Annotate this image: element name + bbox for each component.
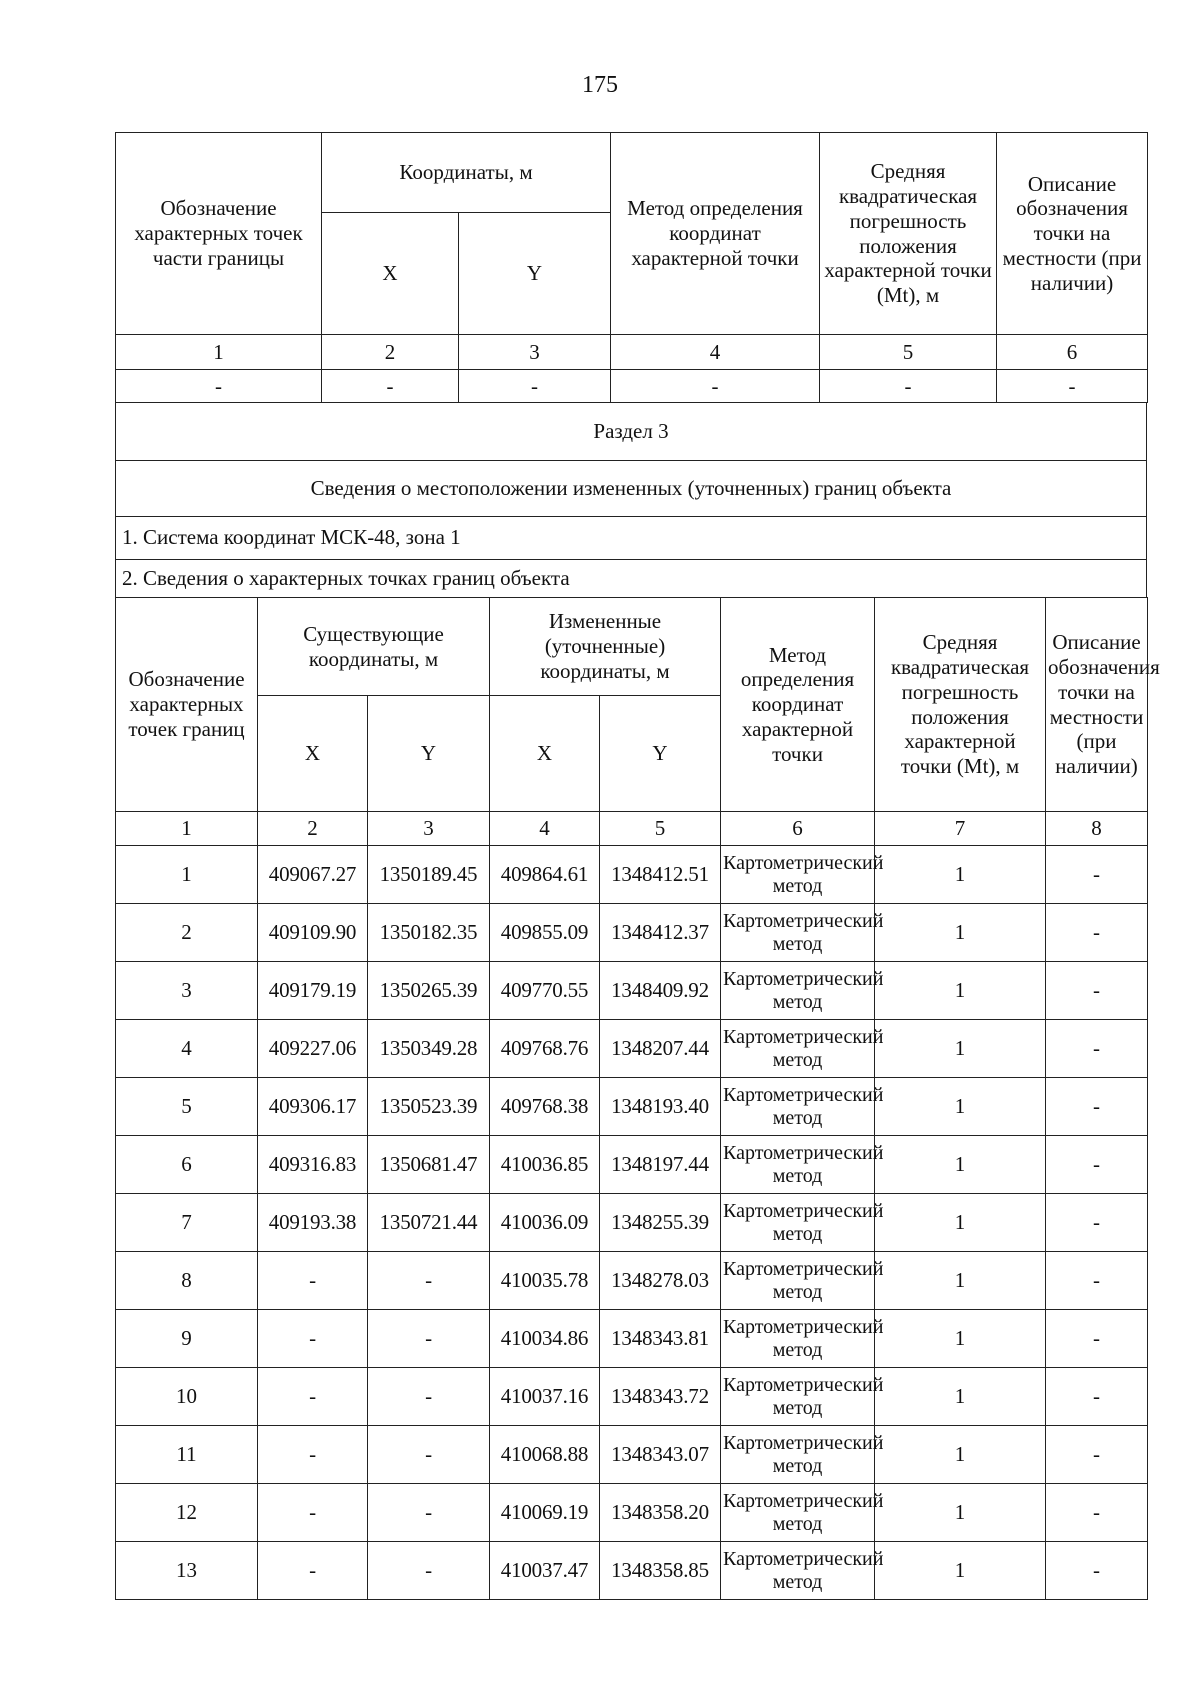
cell-existing-y: 1350523.39 — [368, 1078, 490, 1136]
cell-point-number: 11 — [116, 1426, 258, 1484]
cell-existing-y: 1350189.45 — [368, 846, 490, 904]
cell-changed-y: 1348412.37 — [600, 904, 721, 962]
cell-existing-x: 409179.19 — [258, 962, 368, 1020]
cell-point-number: 8 — [116, 1252, 258, 1310]
cell-existing-y: 1350182.35 — [368, 904, 490, 962]
cell-point-number: 6 — [116, 1136, 258, 1194]
cell-description: - — [1046, 1020, 1148, 1078]
cell-description: - — [1046, 1426, 1148, 1484]
table-row — [116, 1252, 1148, 1310]
cell-existing-y: - — [368, 1426, 490, 1484]
points-body — [116, 846, 1148, 1600]
cell-existing-y: - — [368, 1310, 490, 1368]
cell-point-number: 5 — [116, 1078, 258, 1136]
header-existing: Существующие координаты, м — [258, 598, 490, 696]
cell-description: - — [1046, 904, 1148, 962]
cell-method: Картометрический метод — [721, 1484, 875, 1542]
cell-changed-x: 410069.19 — [490, 1484, 600, 1542]
cell-method: Картометрический метод — [721, 1136, 875, 1194]
table-row — [116, 904, 1148, 962]
cell-point-number: 10 — [116, 1368, 258, 1426]
table-cell: - — [116, 370, 322, 403]
cell-existing-x: 409067.27 — [258, 846, 368, 904]
cell-changed-x: 410068.88 — [490, 1426, 600, 1484]
header-changed: Измененные (уточненные) координаты, м — [490, 598, 721, 696]
cell-point-number: 13 — [116, 1542, 258, 1600]
cell-point-number: 3 — [116, 962, 258, 1020]
cell-changed-y: 1348343.07 — [600, 1426, 721, 1484]
cell-method: Картометрический метод — [721, 904, 875, 962]
cell-method: Картометрический метод — [721, 1542, 875, 1600]
table-row — [116, 1542, 1148, 1600]
cell-description: - — [1046, 1310, 1148, 1368]
column-number: 6 — [721, 812, 875, 846]
cell-method: Картометрический метод — [721, 962, 875, 1020]
table-row — [116, 1136, 1148, 1194]
header-designation: Обозначение характерных точек границ — [116, 598, 258, 812]
column-number: 6 — [997, 335, 1148, 370]
table-row — [116, 1484, 1148, 1542]
table-cell: - — [459, 370, 611, 403]
header-method: Метод определения координат характерной точки — [611, 133, 820, 335]
section-info-table — [115, 402, 1147, 597]
header-designation: Обозначение характерных точек части границы — [116, 133, 322, 335]
cell-error: 1 — [875, 1368, 1046, 1426]
section-title: Раздел 3 — [116, 402, 1147, 460]
cell-method: Картометрический метод — [721, 1194, 875, 1252]
cell-changed-x: 410034.86 — [490, 1310, 600, 1368]
cell-error: 1 — [875, 1020, 1046, 1078]
points-title: 2. Сведения о характерных точках границ объекта — [116, 559, 1147, 597]
column-number: 1 — [116, 812, 258, 846]
header-error: Средняя квадратическая погрешность положения характерной точки (Mt), м — [820, 133, 997, 335]
column-number: 2 — [258, 812, 368, 846]
cell-point-number: 9 — [116, 1310, 258, 1368]
cell-existing-x: 409306.17 — [258, 1078, 368, 1136]
cell-changed-x: 410036.85 — [490, 1136, 600, 1194]
column-numbers-row — [116, 812, 1148, 846]
cell-existing-y: - — [368, 1252, 490, 1310]
cell-method: Картометрический метод — [721, 1310, 875, 1368]
cell-error: 1 — [875, 1310, 1046, 1368]
column-number: 3 — [459, 335, 611, 370]
cell-point-number: 7 — [116, 1194, 258, 1252]
cell-error: 1 — [875, 846, 1046, 904]
cell-existing-x: - — [258, 1252, 368, 1310]
table-cell: - — [997, 370, 1148, 403]
cell-method: Картометрический метод — [721, 1368, 875, 1426]
cell-error: 1 — [875, 904, 1046, 962]
cell-description: - — [1046, 1078, 1148, 1136]
column-number: 2 — [322, 335, 459, 370]
cell-description: - — [1046, 1252, 1148, 1310]
cell-changed-y: 1348358.20 — [600, 1484, 721, 1542]
column-number: 7 — [875, 812, 1046, 846]
cell-description: - — [1046, 846, 1148, 904]
cell-existing-x: - — [258, 1484, 368, 1542]
header-existing-x: X — [258, 696, 368, 812]
cell-existing-x: - — [258, 1542, 368, 1600]
cell-error: 1 — [875, 1194, 1046, 1252]
cell-point-number: 1 — [116, 846, 258, 904]
cell-point-number: 2 — [116, 904, 258, 962]
cell-error: 1 — [875, 1252, 1046, 1310]
cell-description: - — [1046, 1542, 1148, 1600]
header-description: Описание обозначения точки на местности (при наличии) — [997, 133, 1148, 335]
cell-changed-x: 409855.09 — [490, 904, 600, 962]
cell-existing-x: - — [258, 1310, 368, 1368]
cell-error: 1 — [875, 1426, 1046, 1484]
cell-changed-y: 1348358.85 — [600, 1542, 721, 1600]
header-coordinates: Координаты, м — [322, 133, 611, 213]
characteristic-points-table — [115, 597, 1160, 1600]
table-row — [116, 1078, 1148, 1136]
cell-method: Картометрический метод — [721, 1020, 875, 1078]
cell-changed-y: 1348343.81 — [600, 1310, 721, 1368]
table-row — [116, 1310, 1148, 1368]
cell-changed-x: 410037.16 — [490, 1368, 600, 1426]
table-cell: - — [322, 370, 459, 403]
cell-error: 1 — [875, 1136, 1046, 1194]
cell-existing-x: 409316.83 — [258, 1136, 368, 1194]
cell-existing-y: - — [368, 1484, 490, 1542]
cell-point-number: 4 — [116, 1020, 258, 1078]
cell-error: 1 — [875, 1078, 1046, 1136]
cell-changed-y: 1348193.40 — [600, 1078, 721, 1136]
cell-changed-x: 410036.09 — [490, 1194, 600, 1252]
cell-changed-y: 1348409.92 — [600, 962, 721, 1020]
table-row — [116, 1426, 1148, 1484]
column-number: 3 — [368, 812, 490, 846]
coord-system: 1. Система координат МСК-48, зона 1 — [116, 516, 1147, 559]
cell-changed-x: 409768.38 — [490, 1078, 600, 1136]
table-row — [116, 1194, 1148, 1252]
column-number: 5 — [600, 812, 721, 846]
cell-description: - — [1046, 962, 1148, 1020]
cell-changed-y: 1348412.51 — [600, 846, 721, 904]
cell-error: 1 — [875, 1542, 1046, 1600]
cell-changed-x: 410037.47 — [490, 1542, 600, 1600]
cell-existing-y: 1350681.47 — [368, 1136, 490, 1194]
cell-error: 1 — [875, 1484, 1046, 1542]
table-cell: - — [820, 370, 997, 403]
cell-changed-y: 1348197.44 — [600, 1136, 721, 1194]
header-description: Описание обозначения точки на местности (при наличии) — [1046, 598, 1148, 812]
column-number: 4 — [490, 812, 600, 846]
table-row — [116, 1020, 1148, 1078]
cell-existing-x: - — [258, 1426, 368, 1484]
column-number: 8 — [1046, 812, 1148, 846]
cell-changed-x: 409864.61 — [490, 846, 600, 904]
cell-changed-y: 1348278.03 — [600, 1252, 721, 1310]
cell-existing-x: 409109.90 — [258, 904, 368, 962]
column-numbers-row — [116, 335, 1148, 370]
cell-method: Картометрический метод — [721, 1078, 875, 1136]
table-row — [116, 962, 1148, 1020]
cell-existing-x: 409193.38 — [258, 1194, 368, 1252]
cell-description: - — [1046, 1368, 1148, 1426]
cell-existing-y: - — [368, 1368, 490, 1426]
cell-point-number: 12 — [116, 1484, 258, 1542]
cell-changed-x: 409770.55 — [490, 962, 600, 1020]
cell-changed-x: 410035.78 — [490, 1252, 600, 1310]
header-changed-y: Y — [600, 696, 721, 812]
cell-description: - — [1046, 1484, 1148, 1542]
column-number: 4 — [611, 335, 820, 370]
cell-existing-x: - — [258, 1368, 368, 1426]
table-row — [116, 846, 1148, 904]
cell-existing-y: 1350265.39 — [368, 962, 490, 1020]
section-subtitle: Сведения о местоположении измененных (уточненных) границ объекта — [116, 460, 1147, 516]
cell-changed-y: 1348207.44 — [600, 1020, 721, 1078]
cell-method: Картометрический метод — [721, 846, 875, 904]
cell-description: - — [1046, 1136, 1148, 1194]
cell-method: Картометрический метод — [721, 1426, 875, 1484]
cell-existing-x: 409227.06 — [258, 1020, 368, 1078]
cell-error: 1 — [875, 962, 1046, 1020]
table-cell: - — [611, 370, 820, 403]
cell-changed-y: 1348343.72 — [600, 1368, 721, 1426]
header-changed-x: X — [490, 696, 600, 812]
cell-existing-y: 1350721.44 — [368, 1194, 490, 1252]
column-number: 1 — [116, 335, 322, 370]
cell-changed-x: 409768.76 — [490, 1020, 600, 1078]
header-method: Метод определения координат характерной точки — [721, 598, 875, 812]
table-row — [116, 1368, 1148, 1426]
header-y: Y — [459, 213, 611, 335]
boundary-parts-table — [115, 132, 1148, 403]
cell-existing-y: - — [368, 1542, 490, 1600]
cell-description: - — [1046, 1194, 1148, 1252]
table-row — [116, 370, 1148, 403]
page-number: 175 — [582, 72, 618, 98]
header-existing-y: Y — [368, 696, 490, 812]
cell-existing-y: 1350349.28 — [368, 1020, 490, 1078]
header-error: Средняя квадратическая погрешность положения характерной точки (Mt), м — [875, 598, 1046, 812]
cell-method: Картометрический метод — [721, 1252, 875, 1310]
header-x: X — [322, 213, 459, 335]
column-number: 5 — [820, 335, 997, 370]
cell-changed-y: 1348255.39 — [600, 1194, 721, 1252]
